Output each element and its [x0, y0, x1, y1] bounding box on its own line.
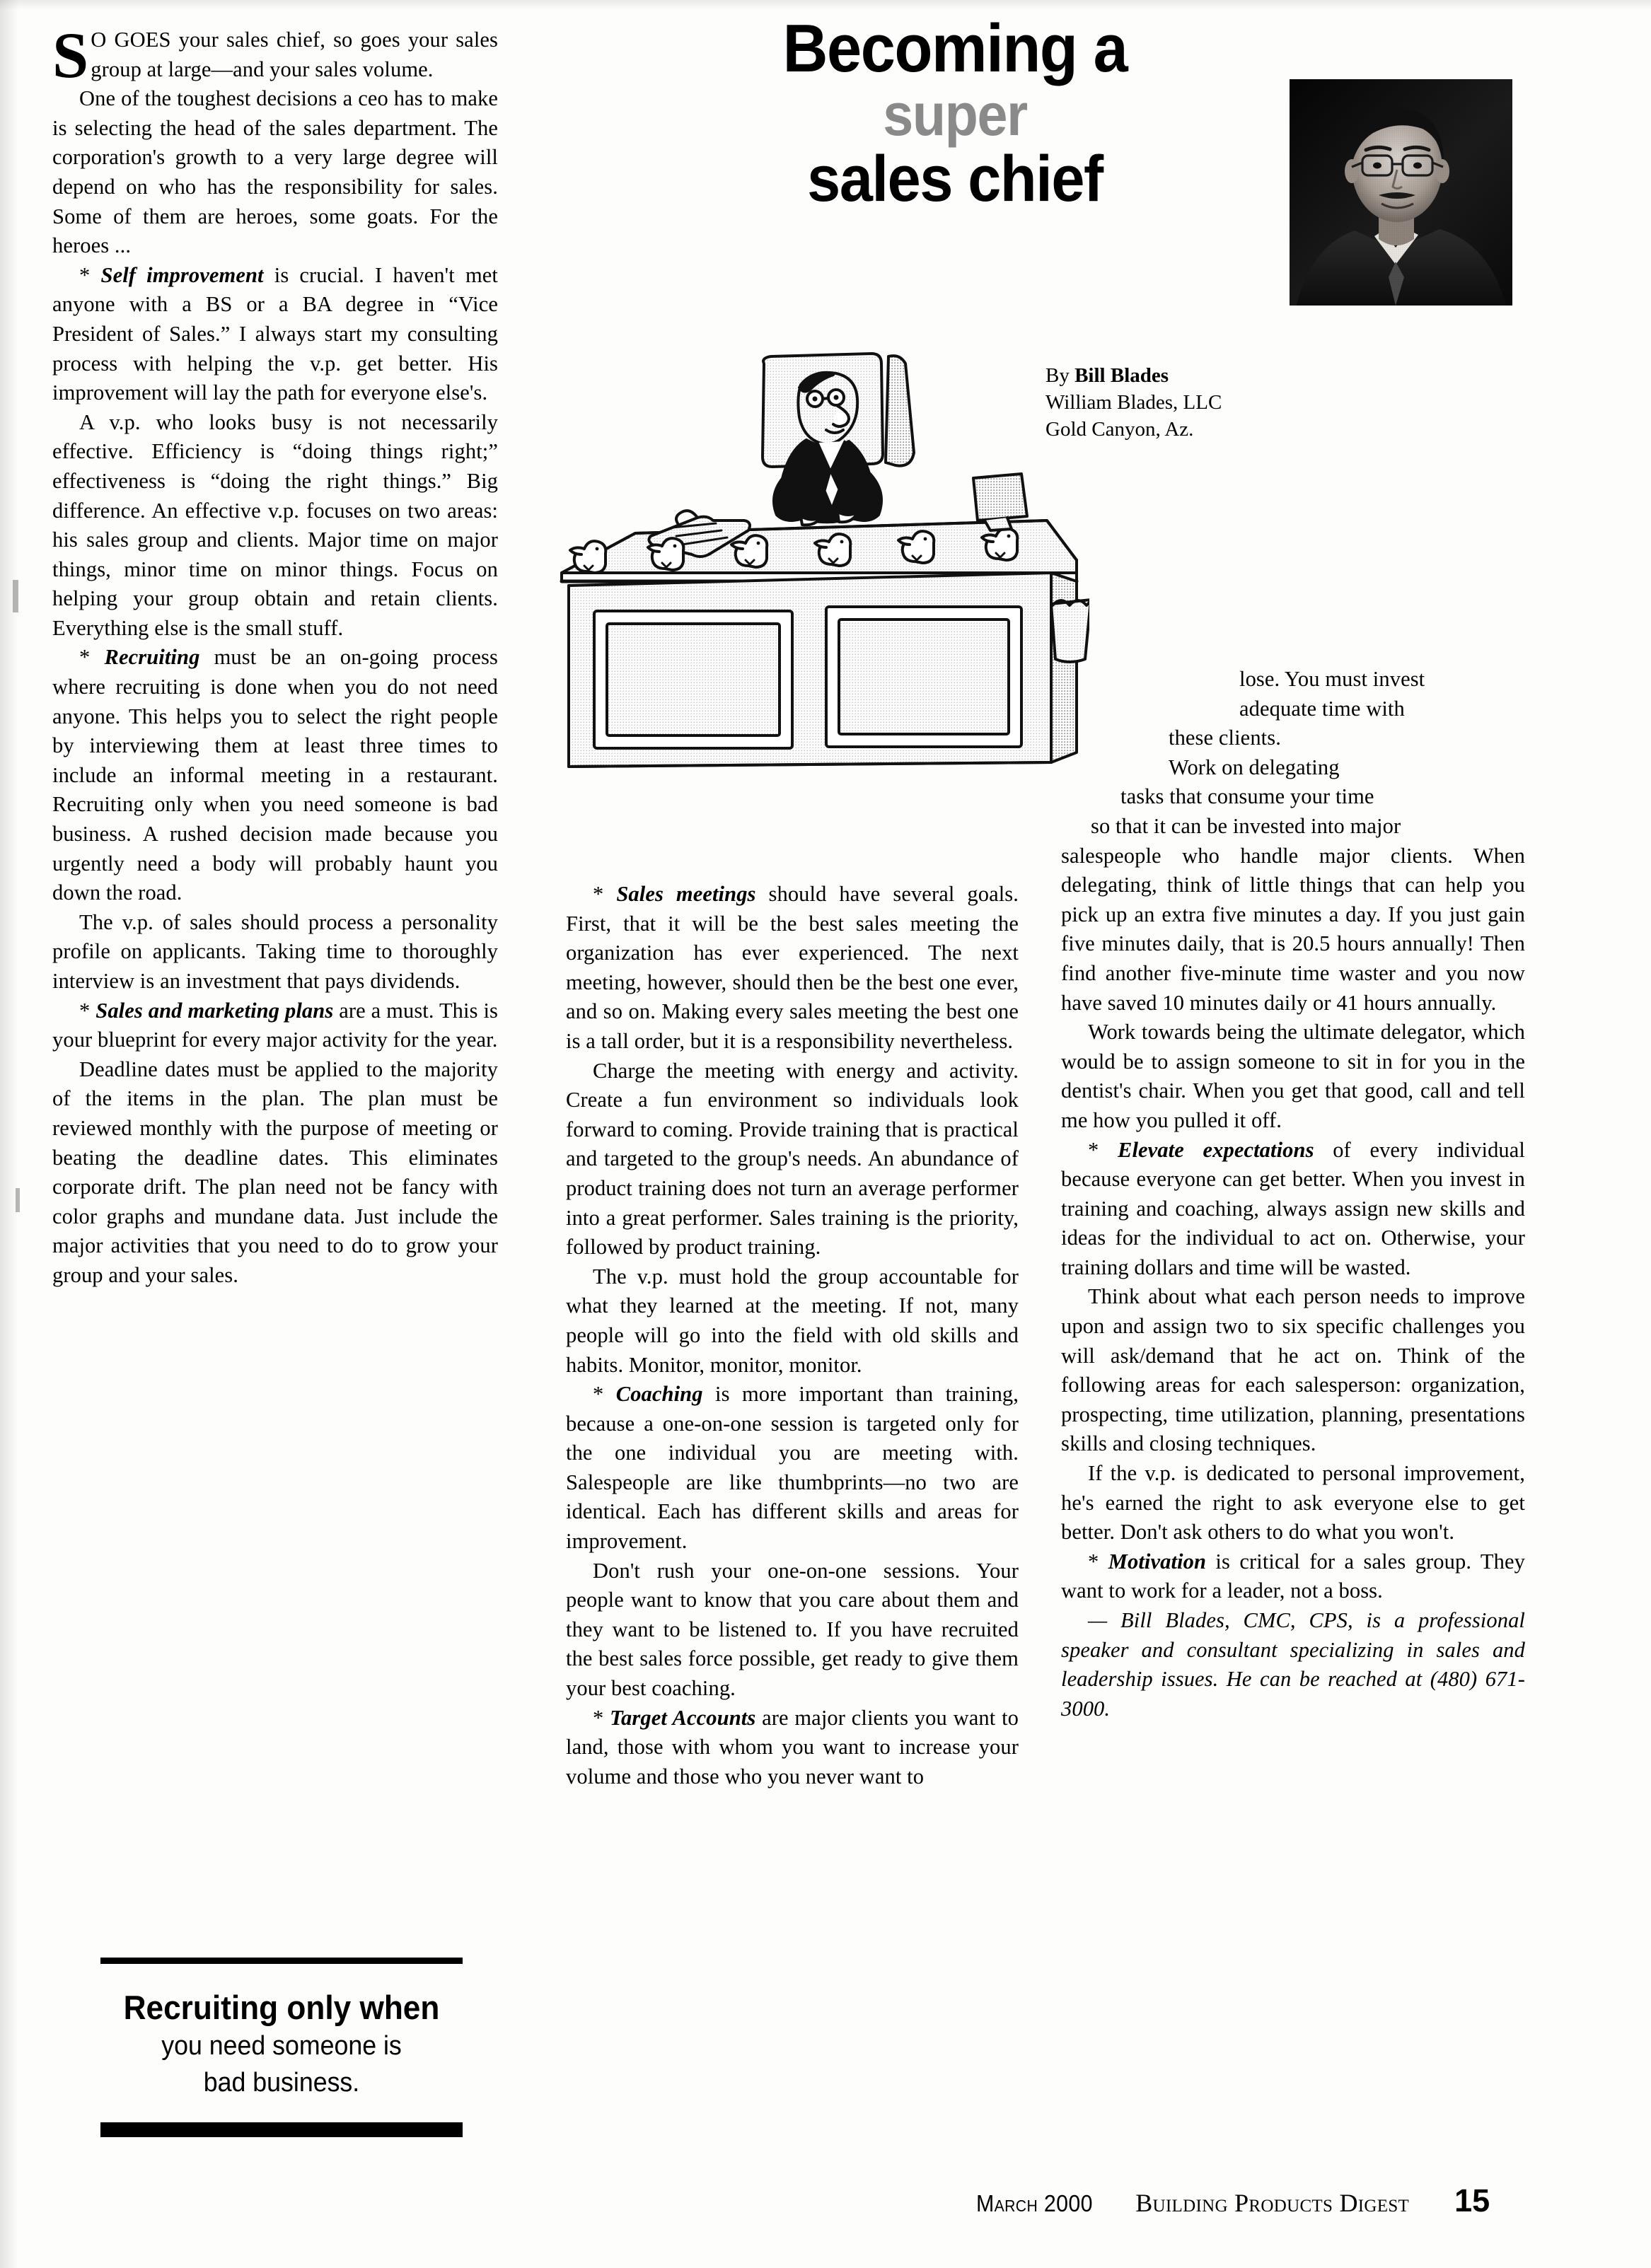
pull-quote — [100, 1958, 463, 2137]
page-footer — [976, 2182, 1542, 2219]
bullet-star-icon: * — [593, 882, 604, 906]
footer-page-number: 15 — [1454, 2182, 1490, 2218]
scan-edge-shadow-top — [0, 0, 1651, 10]
paragraph: Think about what each person needs to improve upon and assign two to six specific challenges you will ask/demand that he act on. Think of the following areas for each salesperson: organization, prospecting, time utilization, planning, presentations skills and closing techniques. — [1061, 1284, 1525, 1456]
paragraph: Deadline dates must be applied to the majority of the items in the plan. The plan must be reviewed monthly with the purpose of meeting or beating the deadline dates. This eliminates corporate drift. The plan need not be fancy with color graphs and mundane data. Just include the major activities that you need to do to grow your group and your sales. — [52, 1057, 498, 1287]
run-in-heading-sales-marketing-plans: Sales and marketing plans — [95, 998, 334, 1023]
article-headline — [580, 11, 1330, 215]
paragraph-sales-and-marketing-plans — [52, 996, 498, 1055]
paragraph-recruiting — [52, 643, 498, 907]
pull-quote-line-2: you need someone is — [161, 2031, 402, 2061]
paragraph-text: are a must. This is your blueprint for every major activity for the year. — [52, 998, 499, 1052]
paragraph-elevate-expectations — [1061, 1136, 1525, 1283]
run-in-heading-recruiting: Recruiting — [104, 645, 200, 670]
headline-line-3: sales chief — [807, 143, 1103, 215]
byline-author-name: Bill Blades — [1074, 364, 1169, 387]
scan-speck — [13, 580, 18, 612]
byline-company: William Blades, LLC — [1045, 391, 1222, 414]
pull-quote-line-1: Recruiting only when — [123, 1989, 440, 2026]
run-in-heading-self-improvement: Self improvement — [100, 262, 264, 287]
paragraph-wrap-line: these clients. — [1169, 726, 1281, 750]
bullet-star-icon: * — [1088, 1137, 1099, 1162]
paragraph-sales-meetings — [566, 880, 1019, 1057]
paragraph-wrap-line: Work on delegating — [1169, 755, 1340, 779]
pull-quote-rule-top — [100, 1958, 463, 1964]
opening-text: O GOES your sales chief, so goes your sales group at large—and your sales volume. — [91, 28, 498, 81]
paragraph-coaching — [566, 1380, 1019, 1557]
run-in-heading-elevate-expectations: Elevate expectations — [1118, 1137, 1314, 1162]
scan-edge-shadow-left — [0, 0, 18, 2268]
article-column-3 — [1061, 665, 1525, 1723]
paragraph: The v.p. of sales should process a personality profile on applicants. Taking time to thoroughly interview is an investment that pays dividends. — [52, 909, 498, 993]
paragraph-wrap-line: so that it can be invested into major — [1091, 813, 1401, 838]
paragraph-text: of every individual because everyone can get better. When you invest in training and coaching, always assign new skills and ideas for the individual to act on. Otherwise, your training dollars and time will be wasted. — [1061, 1137, 1525, 1279]
paragraph-wrap-line: lose. You must invest — [1239, 667, 1425, 691]
article-column-1 — [52, 19, 499, 1291]
bullet-star-icon: * — [79, 262, 91, 287]
footer-issue-date: March 2000 — [976, 2190, 1093, 2216]
paragraph-text: is crucial. I haven't met anyone with a BS or a BA degree in “Vice President of Sales.” I always start my consulting process with helping the v.p. get better. His improvement will lay the path for everyone else's. — [52, 262, 498, 405]
paragraph: A v.p. who looks busy is not necessarily effective. Efficiency is “doing things right;” effectiveness is “doing the right things.” Big difference. An effective v.p. focuses on two areas: his sales group and clients. Major time on major things, minor time on minor things. Focus on helping your group obtain and retain clients. Everything else is the small stuff. — [52, 409, 498, 640]
paragraph: Charge the meeting with energy and activity. Create a fun environment so individuals look forward to coming. Provide training that is practical and targeted to the group's needs. An abundance of product training does not turn an average performer into a great performer. Sales training is the priority, followed by product training. — [566, 1058, 1019, 1260]
bullet-star-icon: * — [593, 1705, 604, 1730]
bullet-star-icon: * — [593, 1382, 604, 1407]
byline-prefix: By — [1045, 364, 1075, 387]
paragraph-wrap-line: tasks that consume your time — [1120, 784, 1374, 809]
author-bio: — Bill Blades, CMC, CPS, is a professional speaker and consultant specializing in sales and leadership issues. He can be reached at (480) 671-3000. — [1061, 1608, 1525, 1721]
scan-speck — [16, 1188, 20, 1212]
bullet-star-icon: * — [1088, 1549, 1099, 1574]
paragraph-text: are major clients you want to land, those with whom you want to increase your volume and those who you never want to — [566, 1705, 1019, 1789]
drop-cap: S — [52, 19, 89, 91]
paragraph-text: must be an on-going process where recruiting is done when you do not need anyone. This helps you to select the right people by interviewing them at least three times to include an informal meeting in a restaurant. Recruiting only when you need someone is bad business. A rushed decision made because you urgently need a body will probably haunt you down the road. — [52, 645, 499, 905]
article-column-2 — [566, 880, 1019, 1791]
run-in-heading-motivation: Motivation — [1108, 1549, 1207, 1574]
cartoon-illustration — [552, 348, 1089, 772]
run-in-heading-target-accounts: Target Accounts — [610, 1705, 756, 1730]
paragraph-target-accounts — [566, 1704, 1019, 1792]
pull-quote-line-3: bad business. — [203, 2068, 360, 2098]
paragraph: salespeople who handle major clients. When delegating, think of little things that can help you pick up an extra five minutes a day. If you just gain five minutes daily, that is 20.5 hours annually! Then find another five-minute time waster and you now have saved 10 minutes daily or 41 hours annually. — [1061, 843, 1525, 1015]
run-in-heading-coaching: Coaching — [615, 1382, 703, 1407]
pull-quote-rule-bottom — [100, 2122, 463, 2137]
paragraph-text: is critical for a sales group. They want to work for a leader, not a boss. — [1061, 1549, 1525, 1603]
byline-location: Gold Canyon, Az. — [1045, 418, 1194, 441]
paragraph: The v.p. must hold the group accountable for what they learned at the meeting. If not, many people will go into the field with old skills and habits. Monitor, monitor, monitor. — [566, 1264, 1019, 1377]
paragraph-wrap-line: adequate time with — [1239, 696, 1405, 721]
paragraph: Work towards being the ultimate delegator, which would be to assign someone to sit in for you in the dentist's chair. When you get that good, call and tell me how you pulled it off. — [1061, 1020, 1525, 1132]
paragraph-opening — [52, 19, 498, 91]
run-in-heading-sales-meetings: Sales meetings — [616, 882, 756, 906]
paragraph-text: is more important than training, because a one-on-one session is targeted only for the one individual you are meeting with. Salespeople are like thumbprints—no two are identical. Each has different skills and areas for improvement. — [566, 1382, 1019, 1554]
paragraph-motivation — [1061, 1547, 1525, 1606]
footer-publication-name: Building Products Digest — [1135, 2189, 1410, 2217]
paragraph-text: should have several goals. First, that it will be the best sales meeting the organization has ever experienced. The next meeting, however, should then be the best one ever, and so on. Making every sales meeting the best one is a tall order, but it is a responsibility nevertheless. — [566, 882, 1019, 1053]
paragraph: Don't rush your one-on-one sessions. Your people want to know that you care about them and they want to be listened to. If you have recruited the best sales force possible, get ready to give them your best coaching. — [566, 1558, 1019, 1701]
author-portrait-photo — [1290, 79, 1512, 306]
headline-line-1: Becoming a — [782, 11, 1128, 86]
bullet-star-icon: * — [79, 998, 91, 1023]
paragraph: If the v.p. is dedicated to personal improvement, he's earned the right to ask everyone else to get better. Don't ask others to do what you won't. — [1061, 1461, 1525, 1545]
paragraph-self-improvement — [52, 261, 498, 408]
headline-line-2-super: super — [883, 81, 1027, 148]
paragraph: One of the toughest decisions a ceo has to make is selecting the head of the sales department. The corporation's growth to a very large degree will depend on who has the responsibility for sales. Some of them are heroes, some goats. For the heroes ... — [52, 86, 498, 258]
bullet-star-icon: * — [79, 645, 91, 670]
